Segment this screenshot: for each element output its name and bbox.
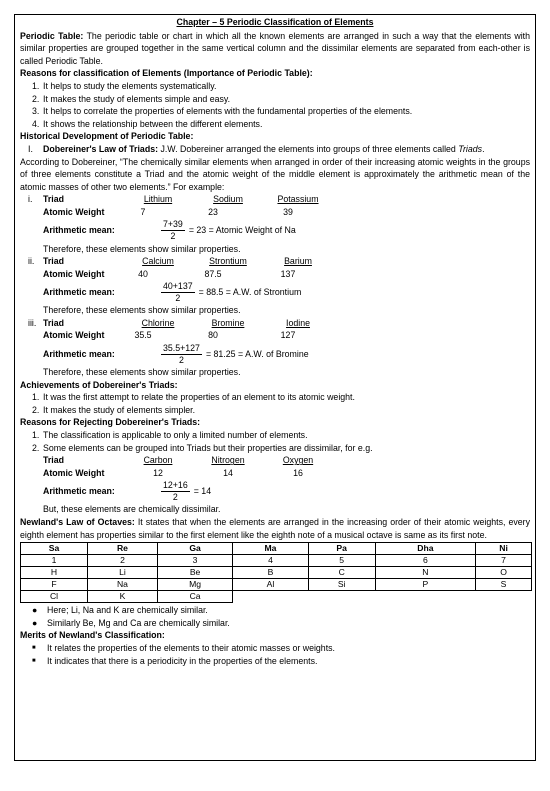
periodic-table-definition bbox=[20, 30, 530, 68]
list-item: 1. It was the first attempt to relate the properties of an element to its atomic weight. bbox=[32, 392, 355, 403]
table-row bbox=[21, 591, 532, 603]
table-cell: P bbox=[375, 579, 475, 591]
table-cell bbox=[476, 591, 532, 603]
table-cell: Ma bbox=[233, 543, 308, 555]
list-item: I. Dobereiner's Law of Triads: J.W. Dobereiner arranged the elements into groups of three elements called Triads. bbox=[28, 143, 485, 154]
table-cell: 2 bbox=[88, 555, 158, 567]
table-cell: Re bbox=[88, 543, 158, 555]
merits-heading: Merits of Newland's Classification: bbox=[20, 630, 165, 641]
reasons-heading: Reasons for classification of Elements (Importance of Periodic Table): bbox=[20, 68, 313, 79]
table-cell: S bbox=[476, 579, 532, 591]
dobereiner-quote: According to Dobereiner, “The chemically similar elements when arranged in order of their increasing atomic weights in the groups of three elements constitute a Triad and the atomic weight of the middle element is approximately the arithmetic mean of the atomic masses of other two elements.” For example: bbox=[20, 156, 530, 192]
merits-list bbox=[20, 642, 530, 667]
octaves-table bbox=[20, 542, 532, 603]
table-cell: Al bbox=[233, 579, 308, 591]
page-title: Chapter – 5 Periodic Classification of Elements bbox=[176, 17, 374, 27]
table-cell bbox=[375, 591, 475, 603]
table-cell bbox=[233, 591, 308, 603]
table-row bbox=[21, 579, 532, 591]
list-item: 2. It makes the study of elements simpler. bbox=[32, 404, 196, 415]
achievements-heading: Achievements of Dobereiner's Triads: bbox=[20, 379, 178, 390]
periodic-table-text: The periodic table or chart in which all the known elements are arranged in such a way that the elements with similar properties are grouped together in the same vertical column and the dissimilar elements are separated from each-other is called Periodic Table. bbox=[20, 30, 530, 66]
list-item: ● Here; Li, Na and K are chemically similar. bbox=[32, 605, 208, 616]
table-cell: Na bbox=[88, 579, 158, 591]
list-item: 4. It shows the relationship between the different elements. bbox=[32, 118, 263, 129]
rejecting-heading: Reasons for Rejecting Dobereiner's Triads: bbox=[20, 417, 201, 428]
table-cell: Mg bbox=[157, 579, 232, 591]
dissimilar-triad-example: Triad Carbon Nitrogen Oxygen Atomic Weight 12 14 16 Arithmetic mean: $\frac{12+16}{2}$ = 14 But, these elements are chemically dissimilar. bbox=[43, 455, 314, 515]
newland-notes bbox=[20, 604, 530, 629]
table-cell: 3 bbox=[157, 555, 232, 567]
table-row bbox=[21, 543, 532, 555]
periodic-table-label: Periodic Table: bbox=[20, 30, 84, 41]
list-item: ■ It relates the properties of the elements to their atomic masses or weights. bbox=[32, 642, 335, 653]
achievements-list bbox=[20, 391, 530, 416]
table-cell: F bbox=[21, 579, 88, 591]
table-cell: Be bbox=[157, 567, 232, 579]
history-heading: Historical Development of Periodic Table: bbox=[20, 131, 194, 142]
table-cell: Si bbox=[308, 579, 375, 591]
table-cell: Ca bbox=[157, 591, 232, 603]
table-cell: Cl bbox=[21, 591, 88, 603]
table-cell: 7 bbox=[476, 555, 532, 567]
table-cell: O bbox=[476, 567, 532, 579]
table-cell: 4 bbox=[233, 555, 308, 567]
table-cell bbox=[308, 591, 375, 603]
table-cell: Pa bbox=[308, 543, 375, 555]
list-item: 2. Some elements can be grouped into Triads but their properties are dissimilar, for e.g. bbox=[32, 442, 373, 453]
table-cell: Li bbox=[88, 567, 158, 579]
table-row bbox=[21, 567, 532, 579]
table-cell: 5 bbox=[308, 555, 375, 567]
table-cell: Sa bbox=[21, 543, 88, 555]
table-row bbox=[21, 555, 532, 567]
table-cell: Dha bbox=[375, 543, 475, 555]
table-cell: N bbox=[375, 567, 475, 579]
list-item: 1. It helps to study the elements systematically. bbox=[32, 80, 217, 91]
newland-label: Newland's Law of Octaves: bbox=[20, 517, 135, 527]
table-cell: 6 bbox=[375, 555, 475, 567]
document-page bbox=[14, 14, 536, 761]
triads-examples bbox=[20, 193, 530, 378]
dobereiner-section bbox=[20, 143, 530, 156]
table-cell: C bbox=[308, 567, 375, 579]
triad-example: iii. Triad Chlorine Bromine Iodine Atomic Weight 35.5 80 127 Arithmetic mean: $\frac{35.5+127}{2}$ = 81.25 = A.W. of Bromine Therefore, these elements show similar properties. bbox=[28, 317, 310, 378]
newland-law: Newland's Law of Octaves: It states that when the elements are arranged in the increasing order of their atomic weights, every eighth element has properties similar to the first element like the eighth note of a musical octave is same as its first note. bbox=[20, 517, 530, 540]
list-item: 2. It makes the study of elements simple and easy. bbox=[32, 93, 231, 104]
table-cell: Ga bbox=[157, 543, 232, 555]
table-cell: H bbox=[21, 567, 88, 579]
triad-example: i. Triad Lithium Sodium Potassium Atomic Weight 7 23 39 Arithmetic mean: $\frac{7+39}{2}$ = 23 = Atomic Weight of Na Therefore, these elements show similar properties. bbox=[28, 194, 319, 254]
rejecting-list bbox=[20, 429, 530, 454]
table-cell: K bbox=[88, 591, 158, 603]
dobereiner-label: Dobereiner's Law of Triads: bbox=[43, 143, 159, 154]
table-cell: B bbox=[233, 567, 308, 579]
table-cell: Ni bbox=[476, 543, 532, 555]
triad-example: ii. Triad Calcium Strontium Barium Atomic Weight 40 87.5 137 Arithmetic mean: $\frac{40+137}{2}$ = 88.5 = A.W. of Strontium Therefore, these elements show similar properties. bbox=[28, 256, 312, 316]
table-cell: 1 bbox=[21, 555, 88, 567]
list-item: 3. It helps to correlate the properties of elements with the fundamental properties of the elements. bbox=[32, 106, 413, 117]
list-item: ● Similarly Be, Mg and Ca are chemically similar. bbox=[32, 617, 230, 628]
list-item: ■ It indicates that there is a periodicity in the properties of the elements. bbox=[32, 655, 318, 666]
reasons-list bbox=[20, 80, 530, 130]
list-item: 1. The classification is applicable to only a limited number of elements. bbox=[32, 430, 308, 441]
